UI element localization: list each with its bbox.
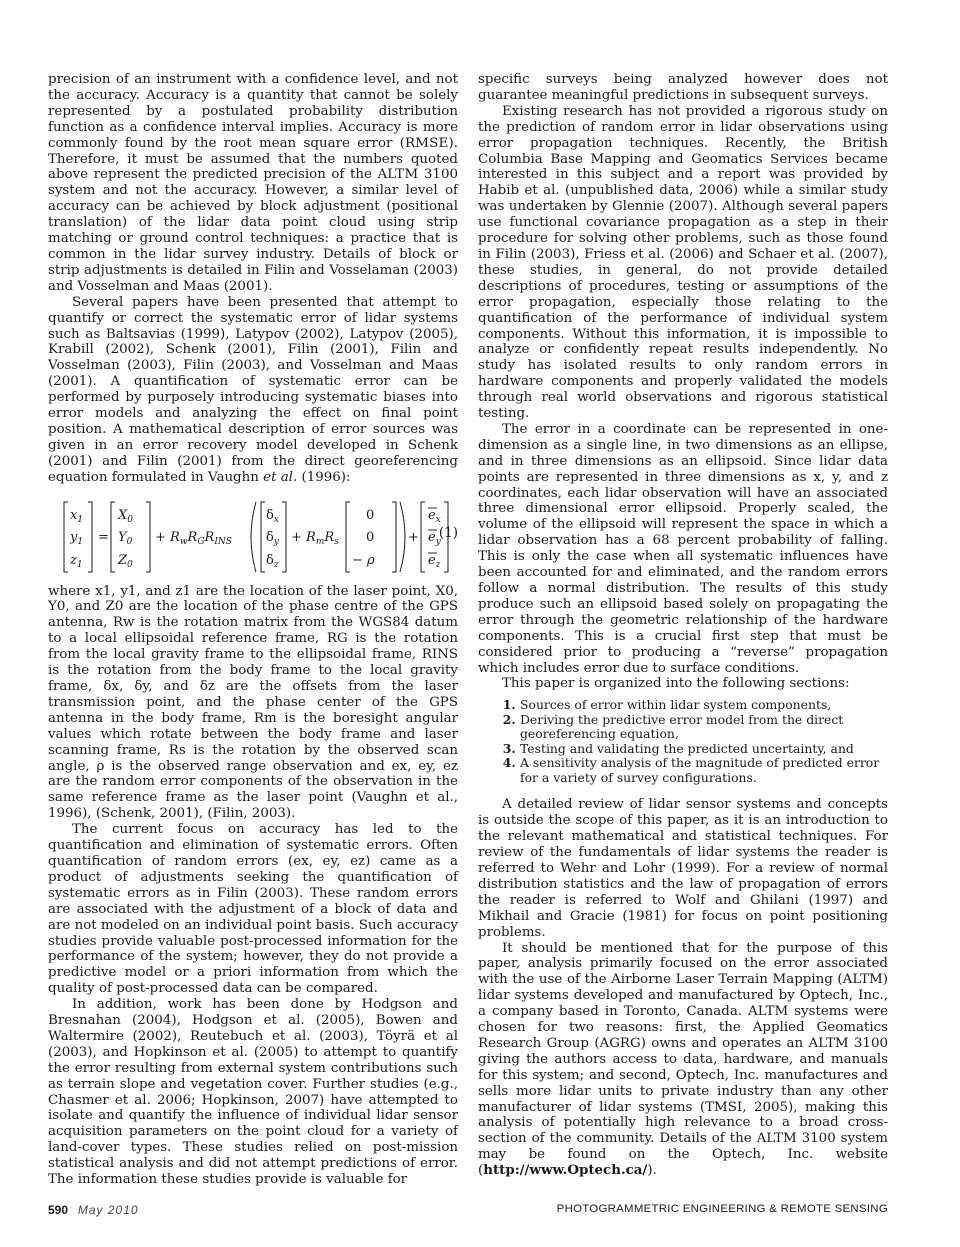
svg-text:ex: $e_x$ bbox=[428, 507, 441, 525]
acronym: ALTM bbox=[377, 167, 419, 183]
page-footer bbox=[48, 1203, 888, 1219]
svg-text:+ RwRGRINS: + $R_wR_GR_{INS}$ bbox=[155, 529, 232, 547]
acronym: RMSE bbox=[404, 135, 449, 151]
svg-text:δx: $\delta_x$ bbox=[266, 507, 279, 525]
sections-list bbox=[496, 698, 888, 785]
svg-text:Y0: $Y_0$ bbox=[118, 529, 133, 547]
paragraph: where x1, y1, and z1 are the location of the laser point, X0, Y0, and Z0 are the location of the phase centre of the GPS antenna, Rw is the rotation matrix from the WGS84 datum to a local ellipsoidal reference frame, RG is the rotation from the local gravity frame to the ellipsoidal frame, RINS is the rotation from the body frame to the local gravity frame, δx, δy, and δz are the offsets from the laser transmission point, and the phase center of the GPS antenna in the body frame, Rm is the boresight angular values which rotate between the body frame and laser scanning frame, Rs is the rotation by the observed scan angle, ρ is the observed range observation and ex, ey, ez are the random error components of the observation in the same reference frame as the laser point (Vaughn et al., 1996), (Schenk, 2001), (Filin, 2003). bbox=[48, 583, 458, 822]
paragraph: specific surveys being analyzed however does not guarantee meaningful predictions in subsequent surveys. bbox=[478, 72, 888, 103]
list-item: 1. Sources of error within lidar system components, bbox=[520, 698, 888, 713]
paragraph: A detailed review of lidar sensor systems and concepts is outside the scope of this paper, as it is an introduction to the relevant mathematical and statistical techniques. For review of the fundamentals of lidar systems the reader is referred to Wehr and Lohr (1999). For a review of normal distribution statistics and the law of propagation of errors the reader is referred to Wolf and Ghilani (1997) and Mikhail and Gracie (1981) for focus on point positioning problems. bbox=[478, 797, 888, 940]
paragraph: The error in a coordinate can be represented in one-dimension as a single line, in two dimensions as an ellipse, and in three dimensions as an ellipsoid. Since lidar data points are represented in three dimensions as x, y, and z coordinates, each lidar observation will have an associated three dimensional error ellipsoid. Properly scaled, the volume of the ellipsoid will represent the space in which a lidar observation has a 68 percent probability of falling. This is only the case when all systematic influences have been accounted for and eliminated, and the random errors follow a normal distribution. The results of this study produce such an ellipsoid based solely on propagating the error through the geometric relationship of the hardware components. This is a crucial first step that must be considered prior to producing a “reverse” propagation which includes error due to surface conditions. bbox=[478, 421, 888, 676]
svg-text:+: + bbox=[408, 529, 419, 545]
paragraph: In addition, work has been done by Hodgson and Bresnahan (2004), Hodgson et al. (2005), Bowen and Waltermire (2002), Reutebuch et al. (2003), Töyrä et al (2003), and Hopkinson et al. (2005) to attempt to quantify the error resulting from external system contributions such as terrain slope and vegetation cover. Further studies (e.g., Chasmer et al. 2006; Hopkinson, 2007) have attempted to isolate and quantify the influence of individual lidar sensor acquisition parameters on the point cloud for a variety of land-cover types. These studies relied on post-mission statistical analysis and did not attempt predictions of error. The information these studies provide is valuable for bbox=[48, 997, 458, 1188]
svg-text:=: = bbox=[98, 529, 109, 545]
right-column bbox=[478, 72, 888, 1179]
paragraph: Existing research has not provided a rigorous study on the prediction of random error in lidar observations using error propagation techniques. Recently, the British Columbia Base Mapping and Geomatics Services became interested in this subject and a report was provided by Habib et al. (unpublished data, 2006) while a similar study was undertaken by Glennie (2007). Although several papers use functional covariance propagation as a step in their procedure for solving other problems, such as those found in Filin (2003), Friess et al. (2006) and Schaer et al. (2007), these studies, in general, do not provide detailed descriptions of procedures, testing or assumptions of the error propagation, especially those relating to the quantification of the performance of individual system components. Without this information, it is impossible to analyze or confidently repeat results independently. No study has isolated results to only random errors in hardware components and properly validated the models through real world observations and rigorous statistical testing. bbox=[478, 103, 888, 422]
paragraph: This paper is organized into the following sections: bbox=[502, 676, 850, 692]
svg-text:ey: $e_y$ bbox=[428, 529, 441, 547]
page-number: 590 bbox=[48, 1203, 69, 1217]
paragraph: precision of an instrument with a confidence level, and not the accuracy. Accuracy is a quantity that cannot be solely represented by a postulated probability distribution function as a confidence interval implies. Accuracy is more commonly found by the root mean square error (RMSE). Therefore, it must be assumed that the numbers quoted above represent the predicted precision of the ALTM 3100 system and not the accuracy. However, a similar level of accuracy can be achieved by block adjustment (positional translation) of the lidar data point cloud using strip matching or ground control techniques: a practice that is common in the lidar survey industry. Details of block or strip adjustments is detailed in Filin and Vosselaman (2003) and Vosselman and Maas (2001). bbox=[48, 72, 458, 294]
svg-text:δy: $\delta_y$ bbox=[266, 529, 279, 547]
list-item: 2. Deriving the predictive error model from the direct georeferencing equation, bbox=[520, 713, 888, 742]
paragraph: Several papers have been presented that attempt to quantify or correct the systematic error of lidar systems such as Baltsavias (1999), Latypov (2002), Latypov (2005), Krabill (2002), Schenk (2001), Filin (2001), Filin and Vosselman (2003), Filin (2003), and Vosselman and Maas (2001). A quantification of systematic error can be performed by purposely introducing systematic biases into error models and analyzing the effect on final point position. A mathematical description of error sources was given in an error recovery model developed in Schenk (2001) and Filin (2001) from the direct georeferencing equation formulated in Vaughn et al. (1996): bbox=[48, 294, 458, 485]
equation-1 bbox=[48, 498, 458, 576]
issue-date: May 2010 bbox=[77, 1203, 139, 1217]
paragraph: The current focus on accuracy has led to the quantification and elimination of systematic errors. Often quantification of random errors (ex, ey, ez) came as a product of adjustments seeking the quantification of systematic errors as in Filin (2003). These random errors are associated with the adjustment of a block of data and are not modeled on an individual point basis. Such accuracy studies provide valuable post-processed information for the performance of the system; however, they do not provide a predictive model or a priori information from which the quality of post-processed data can be compared. bbox=[48, 822, 458, 997]
paragraph: It should be mentioned that for the purpose of this paper, analysis primarily focused on the error associated with the use of the Airborne Laser Terrain Mapping (ALTM) lidar systems developed and manufactured by Optech, Inc., a company based in Toronto, Canada. ALTM systems were chosen for two reasons: first, the Applied Geomatics Research Group (AGRG) owns and operates an ALTM 3100 giving the authors access to data, hardware, and manuals for this system; and second, Optech, Inc. manufactures and sells more lidar units to private industry than any other manufacturer of lidar systems (TMSI, 2005), making this analysis of potentially high relevance to a broad cross-section of the community. Details of the ALTM 3100 system may be found on the Optech, Inc. website (http://www.Optech.ca/). bbox=[478, 940, 888, 1179]
svg-text:X0: $X_0$ bbox=[118, 507, 133, 525]
svg-text:0: 0 bbox=[366, 507, 375, 523]
svg-text:0: 0 bbox=[366, 529, 375, 545]
svg-text:x1: $x_1$ bbox=[70, 507, 84, 525]
optech-website-link[interactable]: http://www.Optech.ca/ bbox=[483, 1162, 648, 1179]
svg-text:− ρ: − ρ bbox=[352, 552, 375, 568]
equation-number: (1) bbox=[438, 524, 458, 541]
svg-text:Z0: $Z_0$ bbox=[118, 552, 133, 570]
left-column bbox=[48, 72, 458, 1188]
journal-name: PHOTOGRAMMETRIC ENGINEERING & REMOTE SENSING bbox=[556, 1203, 888, 1215]
list-item: 3. Testing and validating the predicted uncertainty, and bbox=[520, 742, 888, 757]
svg-text:+ RmRs: + $R_mR_s$ bbox=[291, 529, 339, 547]
list-item: 4. A sensitivity analysis of the magnitude of predicted error for a variety of survey configurations. bbox=[520, 756, 888, 785]
svg-text:ez: $e_z$ bbox=[428, 552, 441, 570]
svg-text:δz: $\delta_z$ bbox=[266, 552, 279, 570]
svg-text:y1: $y_1$ bbox=[70, 529, 84, 547]
svg-text:z1: $z_1$ bbox=[70, 552, 83, 570]
